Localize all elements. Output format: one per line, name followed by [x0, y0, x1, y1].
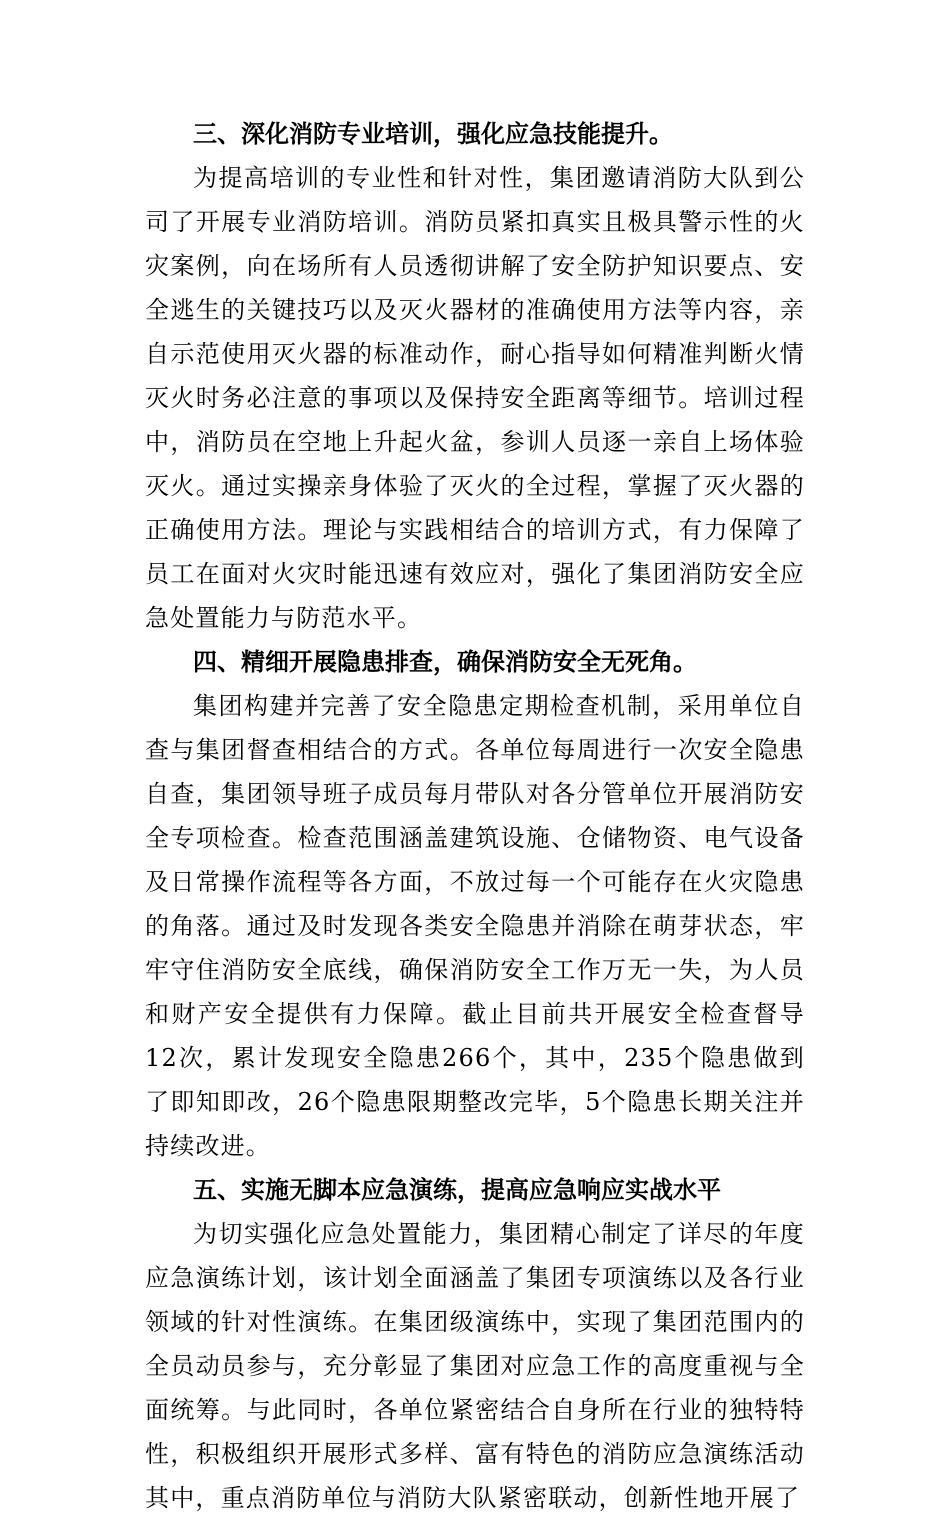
section-body-5: 为切实强化应急处置能力，集团精心制定了详尽的年度应急演练计划，该计划全面涵盖了集团专项演练以及各行业领域的针对性演练。在集团级演练中，实现了集团范围内的全员动员参与，充分彰显了集团对应急工作的高度重视与全面统筹。与此同时，各单位紧密结合自身所在行业的独特特性，积极组织开展形式多样、富有特色的消防应急演练活动其中，重点消防单位与消防大队紧密联动，创新性地开展了 — [145, 1220, 805, 1512]
section-body-4: 集团构建并完善了安全隐患定期检查机制，采用单位自查与集团督查相结合的方式。各单位每周进行一次安全隐患自查，集团领导班子成员每月带队对各分管单位开展消防安全专项检查。检查范围涵盖建筑设施、仓储物资、电气设备及日常操作流程等各方面，不放过每一个可能存在火灾隐患的角落。通过及时发现各类安全隐患并消除在萌芽状态，牢牢守住消防安全底线，确保消防安全工作万无一失，为人员和财产安全提供有力保障。截止目前共开展安全检查督导12次，累计发现安全隐患266个，其中，235个隐患做到了即知即改，26个隐患限期整改完毕，5个隐患长期关注并持续改进。 — [145, 692, 805, 1160]
section-heading-5: 五、实施无脚本应急演练，提高应急响应实战水平 — [193, 1176, 721, 1204]
section-heading-4: 四、精细开展隐患排查，确保消防安全无死角。 — [193, 648, 697, 676]
document-content — [145, 112, 805, 1520]
section-heading-3: 三、深化消防专业培训，强化应急技能提升。 — [193, 120, 673, 148]
section-body-3: 为提高培训的专业性和针对性，集团邀请消防大队到公司了开展专业消防培训。消防员紧扣真实且极具警示性的火灾案例，向在场所有人员透彻讲解了安全防护知识要点、安全逃生的关键技巧以及灭火器材的准确使用方法等内容，亲自示范使用灭火器的标准动作，耐心指导如何精准判断火情灭火时务必注意的事项以及保持安全距离等细节。培训过程中，消防员在空地上升起火盆，参训人员逐一亲自上场体验灭火。通过实操亲身体验了灭火的全过程，掌握了灭火器的正确使用方法。理论与实践相结合的培训方式，有力保障了员工在面对火灾时能迅速有效应对，强化了集团消防安全应急处置能力与防范水平。 — [145, 164, 805, 632]
